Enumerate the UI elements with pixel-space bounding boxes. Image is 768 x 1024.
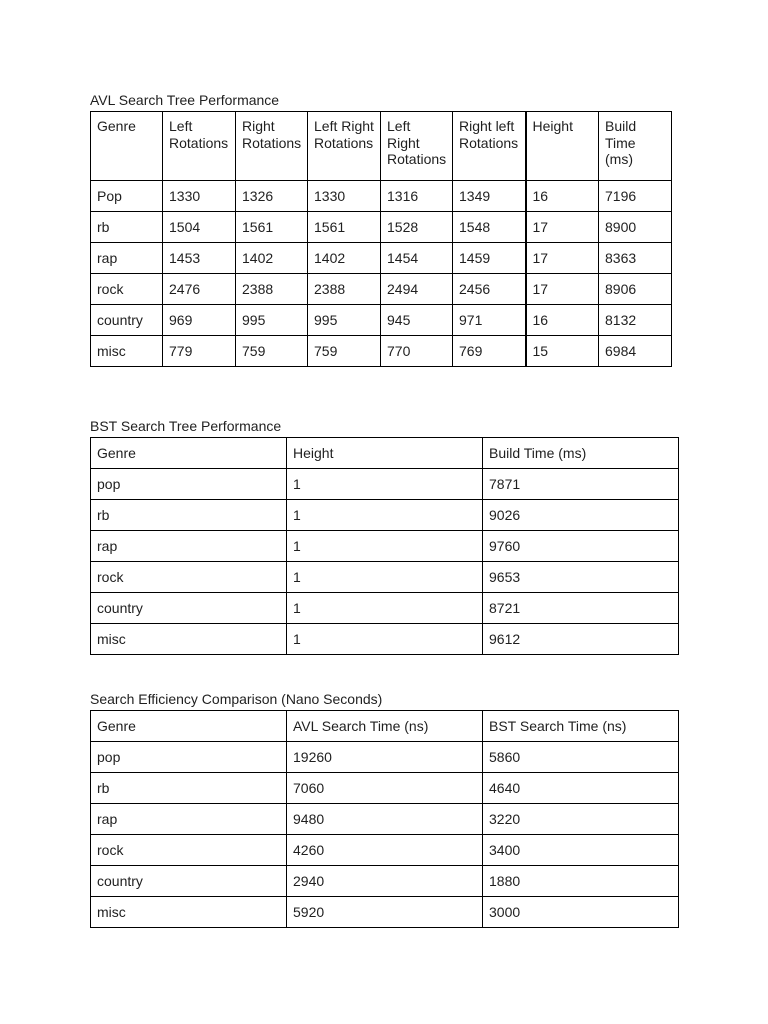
table-row	[91, 212, 672, 243]
table-cell: Pop	[91, 181, 163, 212]
table-cell: 2940	[287, 866, 483, 897]
bst-table-title: BST Search Tree Performance	[90, 418, 282, 434]
table-cell: pop	[91, 469, 287, 500]
table-row	[91, 274, 672, 305]
table-row	[91, 243, 672, 274]
efficiency-header-row	[91, 711, 679, 742]
table-row	[91, 624, 679, 655]
avl-header-row	[91, 112, 672, 181]
table-cell: rb	[91, 500, 287, 531]
table-cell: 5920	[287, 897, 483, 928]
table-cell: rap	[91, 804, 287, 835]
column-header: Height	[526, 112, 599, 181]
table-cell: 3400	[483, 835, 679, 866]
table-cell: 1561	[308, 212, 381, 243]
table-cell: 2388	[308, 274, 381, 305]
table-row	[91, 531, 679, 562]
table-cell: 1	[287, 593, 483, 624]
search-efficiency-table	[90, 710, 679, 928]
column-header: Genre	[91, 438, 287, 469]
table-cell: 969	[163, 305, 236, 336]
column-header: Left Right Rotations	[381, 112, 453, 181]
table-row	[91, 804, 679, 835]
table-cell: 759	[308, 336, 381, 367]
column-header: Height	[287, 438, 483, 469]
table-cell: 1330	[308, 181, 381, 212]
table-cell: country	[91, 305, 163, 336]
table-cell: 1349	[453, 181, 526, 212]
table-cell: 1402	[308, 243, 381, 274]
table-cell: 2476	[163, 274, 236, 305]
table-cell: pop	[91, 742, 287, 773]
table-cell: 9760	[483, 531, 679, 562]
table-cell: 1316	[381, 181, 453, 212]
table-cell: rap	[91, 531, 287, 562]
table-cell: 7060	[287, 773, 483, 804]
efficiency-table-title: Search Efficiency Comparison (Nano Seconds)	[90, 691, 383, 707]
table-cell: 1	[287, 469, 483, 500]
table-cell: 5860	[483, 742, 679, 773]
table-cell: 759	[236, 336, 308, 367]
table-cell: rock	[91, 835, 287, 866]
table-cell: country	[91, 866, 287, 897]
table-cell: 4640	[483, 773, 679, 804]
table-cell: 1402	[236, 243, 308, 274]
table-cell: 971	[453, 305, 526, 336]
table-row	[91, 305, 672, 336]
table-cell: 1453	[163, 243, 236, 274]
table-cell: rb	[91, 773, 287, 804]
table-cell: 1	[287, 562, 483, 593]
table-row	[91, 469, 679, 500]
table-cell: misc	[91, 624, 287, 655]
table-cell: 1459	[453, 243, 526, 274]
table-cell: 779	[163, 336, 236, 367]
table-cell: 15	[526, 336, 599, 367]
table-cell: 1880	[483, 866, 679, 897]
table-cell: 7871	[483, 469, 679, 500]
table-row	[91, 336, 672, 367]
table-cell: 9480	[287, 804, 483, 835]
table-cell: 1548	[453, 212, 526, 243]
table-row	[91, 593, 679, 624]
table-cell: 1528	[381, 212, 453, 243]
table-cell: 2494	[381, 274, 453, 305]
table-cell: 2388	[236, 274, 308, 305]
table-cell: 8906	[599, 274, 672, 305]
table-cell: 770	[381, 336, 453, 367]
table-cell: 9026	[483, 500, 679, 531]
table-cell: misc	[91, 336, 163, 367]
avl-performance-table	[90, 111, 672, 367]
table-cell: 8900	[599, 212, 672, 243]
table-row	[91, 500, 679, 531]
table-cell: 1561	[236, 212, 308, 243]
column-header: Left Rotations	[163, 112, 236, 181]
bst-header-row	[91, 438, 679, 469]
bst-performance-table	[90, 437, 679, 655]
table-cell: 17	[526, 243, 599, 274]
column-header: Build Time (ms)	[483, 438, 679, 469]
table-cell: 16	[526, 181, 599, 212]
table-cell: 995	[236, 305, 308, 336]
column-header: AVL Search Time (ns)	[287, 711, 483, 742]
column-header: Genre	[91, 711, 287, 742]
table-cell: 9612	[483, 624, 679, 655]
table-cell: 16	[526, 305, 599, 336]
table-cell: 1454	[381, 243, 453, 274]
column-header: BST Search Time (ns)	[483, 711, 679, 742]
table-cell: rock	[91, 274, 163, 305]
table-row	[91, 835, 679, 866]
table-row	[91, 562, 679, 593]
table-cell: 1330	[163, 181, 236, 212]
table-cell: 995	[308, 305, 381, 336]
table-cell: 1	[287, 531, 483, 562]
table-cell: 2456	[453, 274, 526, 305]
table-row	[91, 897, 679, 928]
table-cell: 6984	[599, 336, 672, 367]
table-cell: 8132	[599, 305, 672, 336]
avl-performance-section	[90, 92, 672, 367]
table-cell: 8363	[599, 243, 672, 274]
column-header: Build Time (ms)	[599, 112, 672, 181]
table-cell: 769	[453, 336, 526, 367]
table-row	[91, 742, 679, 773]
table-cell: 3000	[483, 897, 679, 928]
column-header: Right Rotations	[236, 112, 308, 181]
table-cell: country	[91, 593, 287, 624]
table-cell: 1326	[236, 181, 308, 212]
table-cell: 4260	[287, 835, 483, 866]
table-row	[91, 773, 679, 804]
table-cell: 1	[287, 500, 483, 531]
table-cell: rock	[91, 562, 287, 593]
column-header: Left Right Rotations	[308, 112, 381, 181]
table-cell: 7196	[599, 181, 672, 212]
avl-table-title: AVL Search Tree Performance	[90, 92, 280, 108]
column-header: Right left Rotations	[453, 112, 526, 181]
table-cell: 9653	[483, 562, 679, 593]
table-cell: 17	[526, 212, 599, 243]
column-header: Genre	[91, 112, 163, 181]
table-cell: 1504	[163, 212, 236, 243]
table-cell: rap	[91, 243, 163, 274]
table-row	[91, 181, 672, 212]
table-cell: 17	[526, 274, 599, 305]
table-cell: 8721	[483, 593, 679, 624]
table-cell: rb	[91, 212, 163, 243]
table-cell: 1	[287, 624, 483, 655]
table-cell: 945	[381, 305, 453, 336]
table-cell: 19260	[287, 742, 483, 773]
table-cell: 3220	[483, 804, 679, 835]
table-row	[91, 866, 679, 897]
bst-performance-section	[90, 418, 679, 655]
search-efficiency-section	[90, 691, 679, 928]
table-cell: misc	[91, 897, 287, 928]
